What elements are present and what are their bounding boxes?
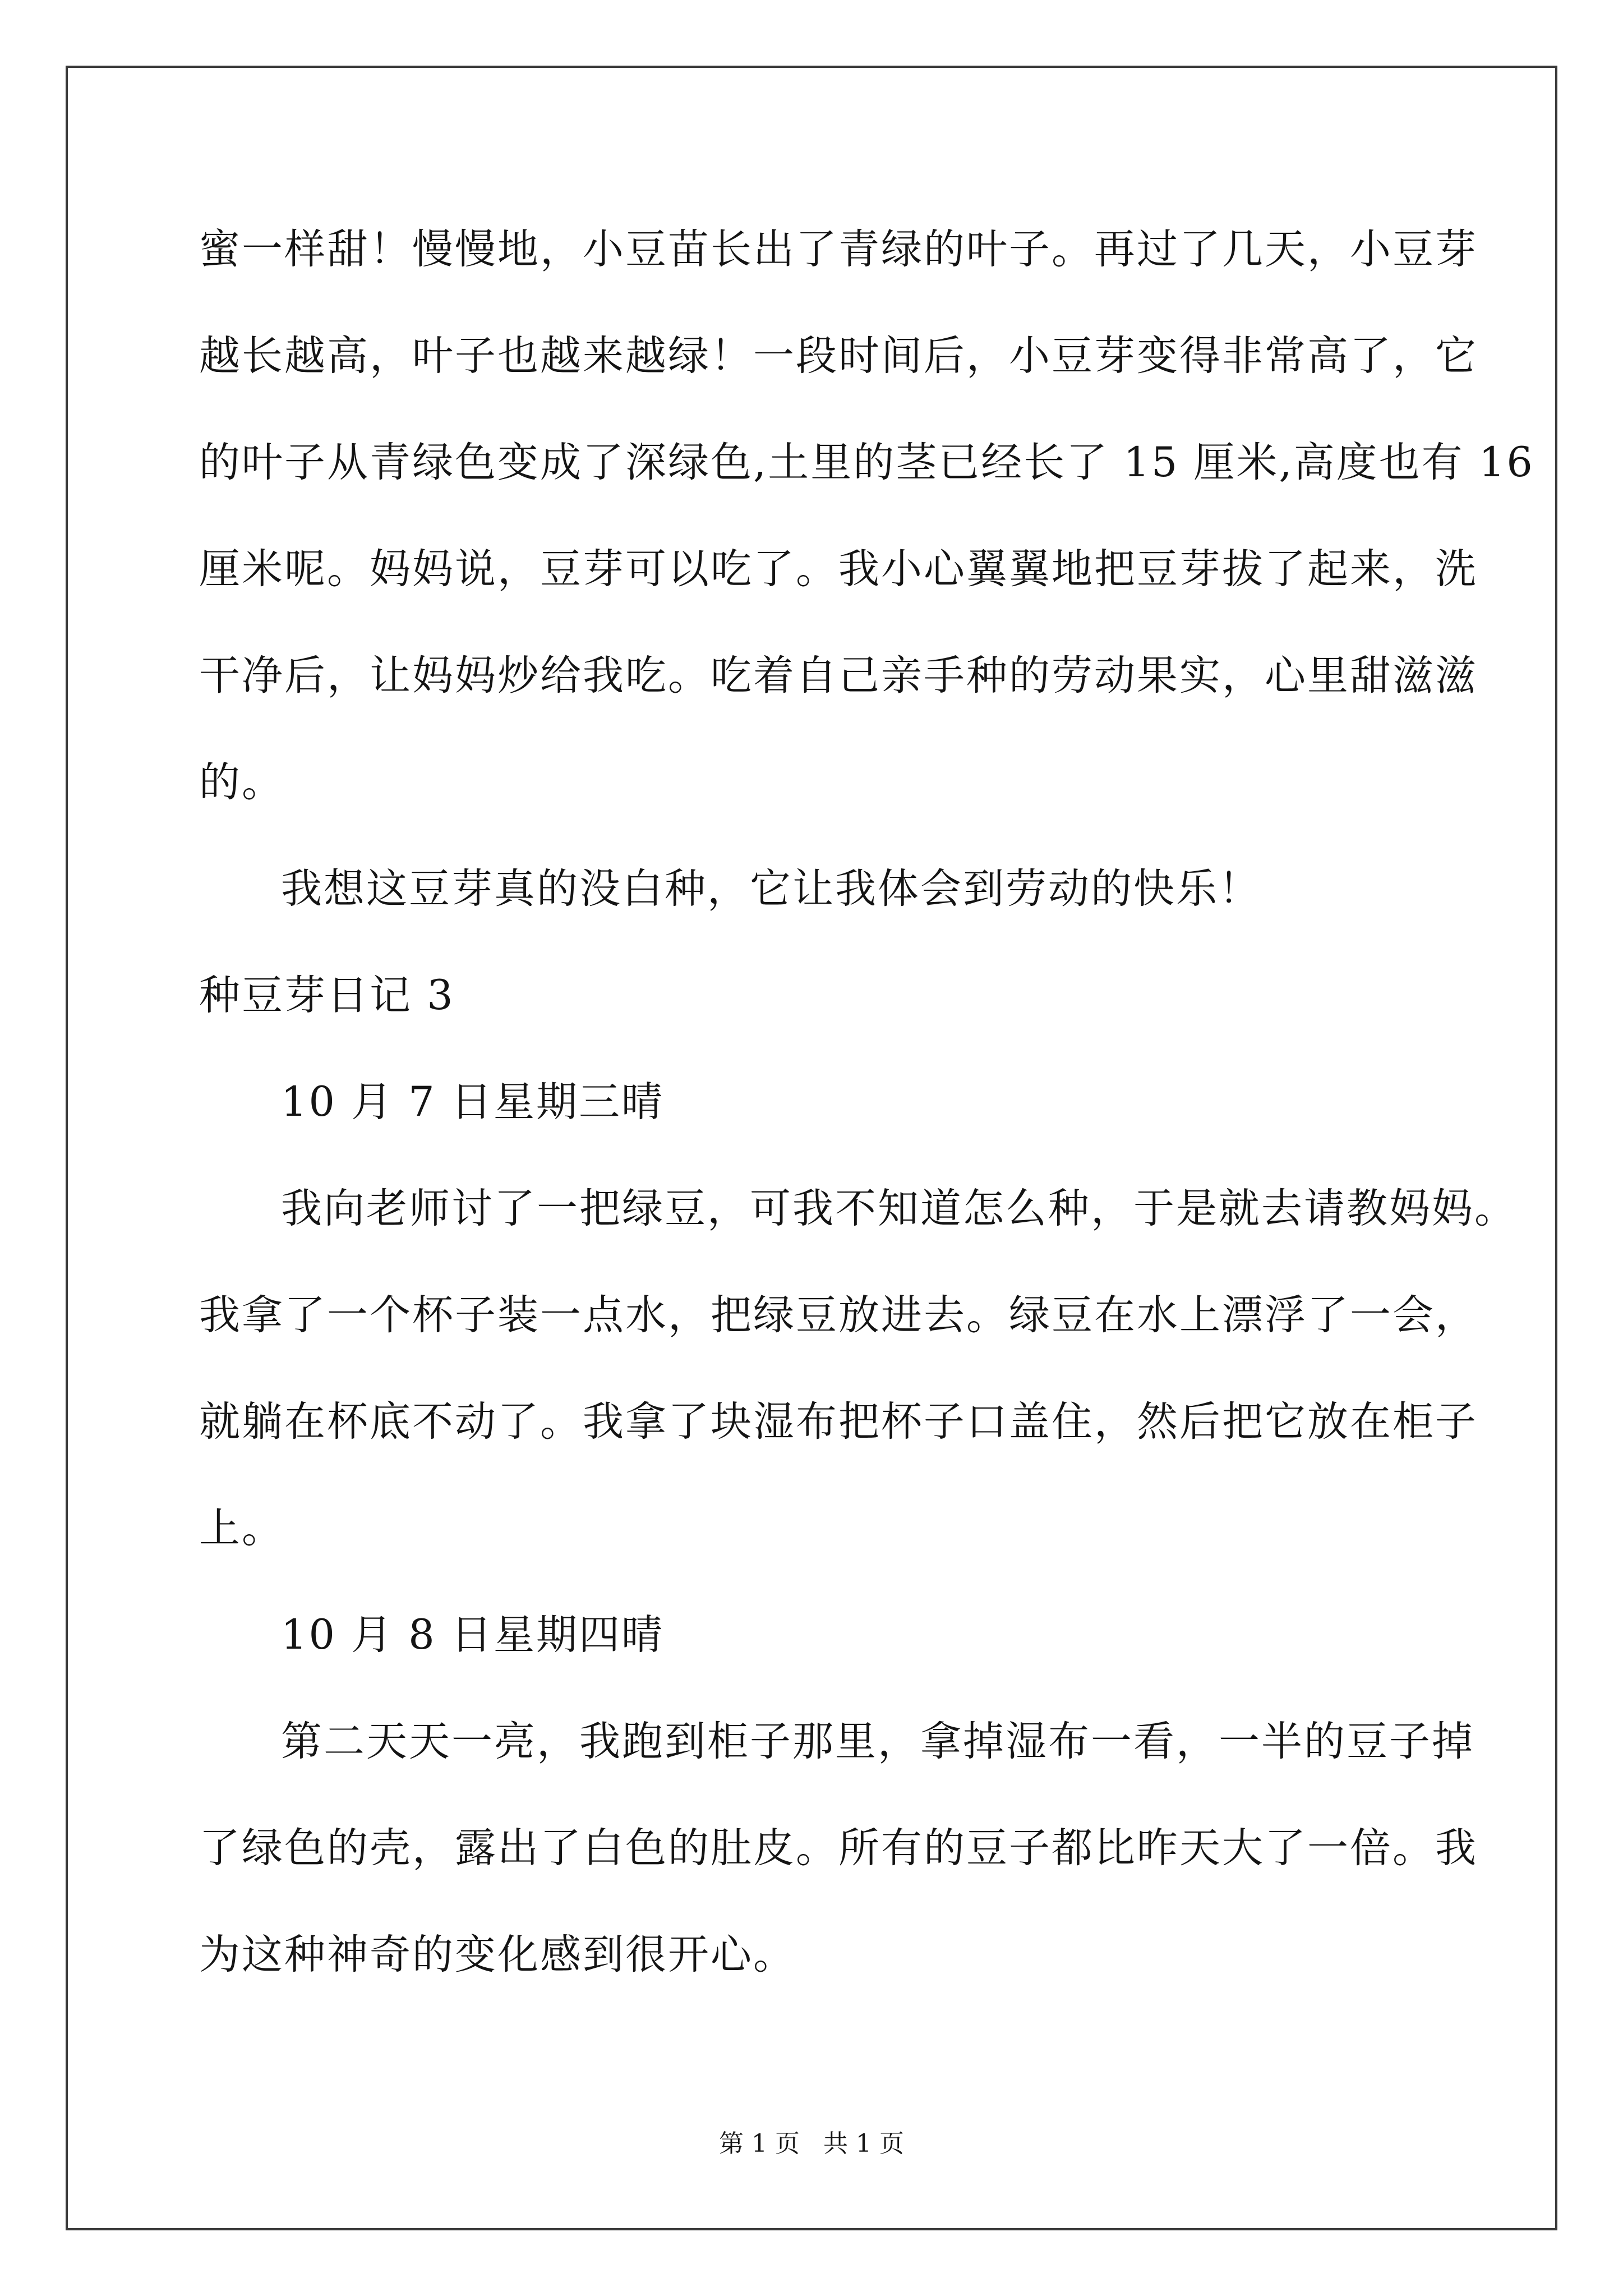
text-line: 为这种神奇的变化感到很开心。	[199, 1931, 796, 1978]
paragraph-line: 我向老师讨了一把绿豆，可我不知道怎么种，于是就去请教妈妈。	[281, 1185, 1517, 1232]
text-line: 了绿色的壳，露出了白色的肚皮。所有的豆子都比昨天大了一倍。我	[199, 1824, 1478, 1872]
section-heading: 种豆芽日记 3	[199, 972, 455, 1019]
page-number-total: 共 1 页	[823, 2129, 904, 2158]
text-line: 干净后，让妈妈炒给我吃。吃着自己亲手种的劳动果实，心里甜滋滋	[199, 652, 1478, 700]
text-line: 的叶子从青绿色变成了深绿色,土里的茎已经长了 15 厘米,高度也有 16	[199, 439, 1534, 486]
text-line: 的。	[199, 758, 284, 806]
text-line: 上。	[199, 1504, 284, 1552]
page-footer	[0, 2127, 1623, 2161]
paragraph-line: 第二天天一亮，我跑到柜子那里，拿掉湿布一看，一半的豆子掉	[281, 1718, 1474, 1765]
text-line: 我拿了一个杯子装一点水，把绿豆放进去。绿豆在水上漂浮了一会，	[199, 1291, 1478, 1339]
paragraph-line: 我想这豆芽真的没白种，它让我体会到劳动的快乐！	[281, 865, 1261, 913]
text-line: 就躺在杯底不动了。我拿了块湿布把杯子口盖住，然后把它放在柜子	[199, 1398, 1478, 1446]
diary-date: 10 月 8 日星期四晴	[281, 1611, 664, 1659]
text-line: 越长越高，叶子也越来越绿！一段时间后，小豆芽变得非常高了，它	[199, 332, 1478, 380]
text-line: 厘米呢。妈妈说，豆芽可以吃了。我小心翼翼地把豆芽拔了起来，洗	[199, 545, 1478, 593]
text-line: 蜜一样甜！慢慢地，小豆苗长出了青绿的叶子。再过了几天，小豆芽	[199, 226, 1478, 273]
page-border	[66, 66, 1557, 2230]
diary-date: 10 月 7 日星期三晴	[281, 1078, 664, 1126]
page-number-current: 第 1 页	[719, 2129, 800, 2158]
